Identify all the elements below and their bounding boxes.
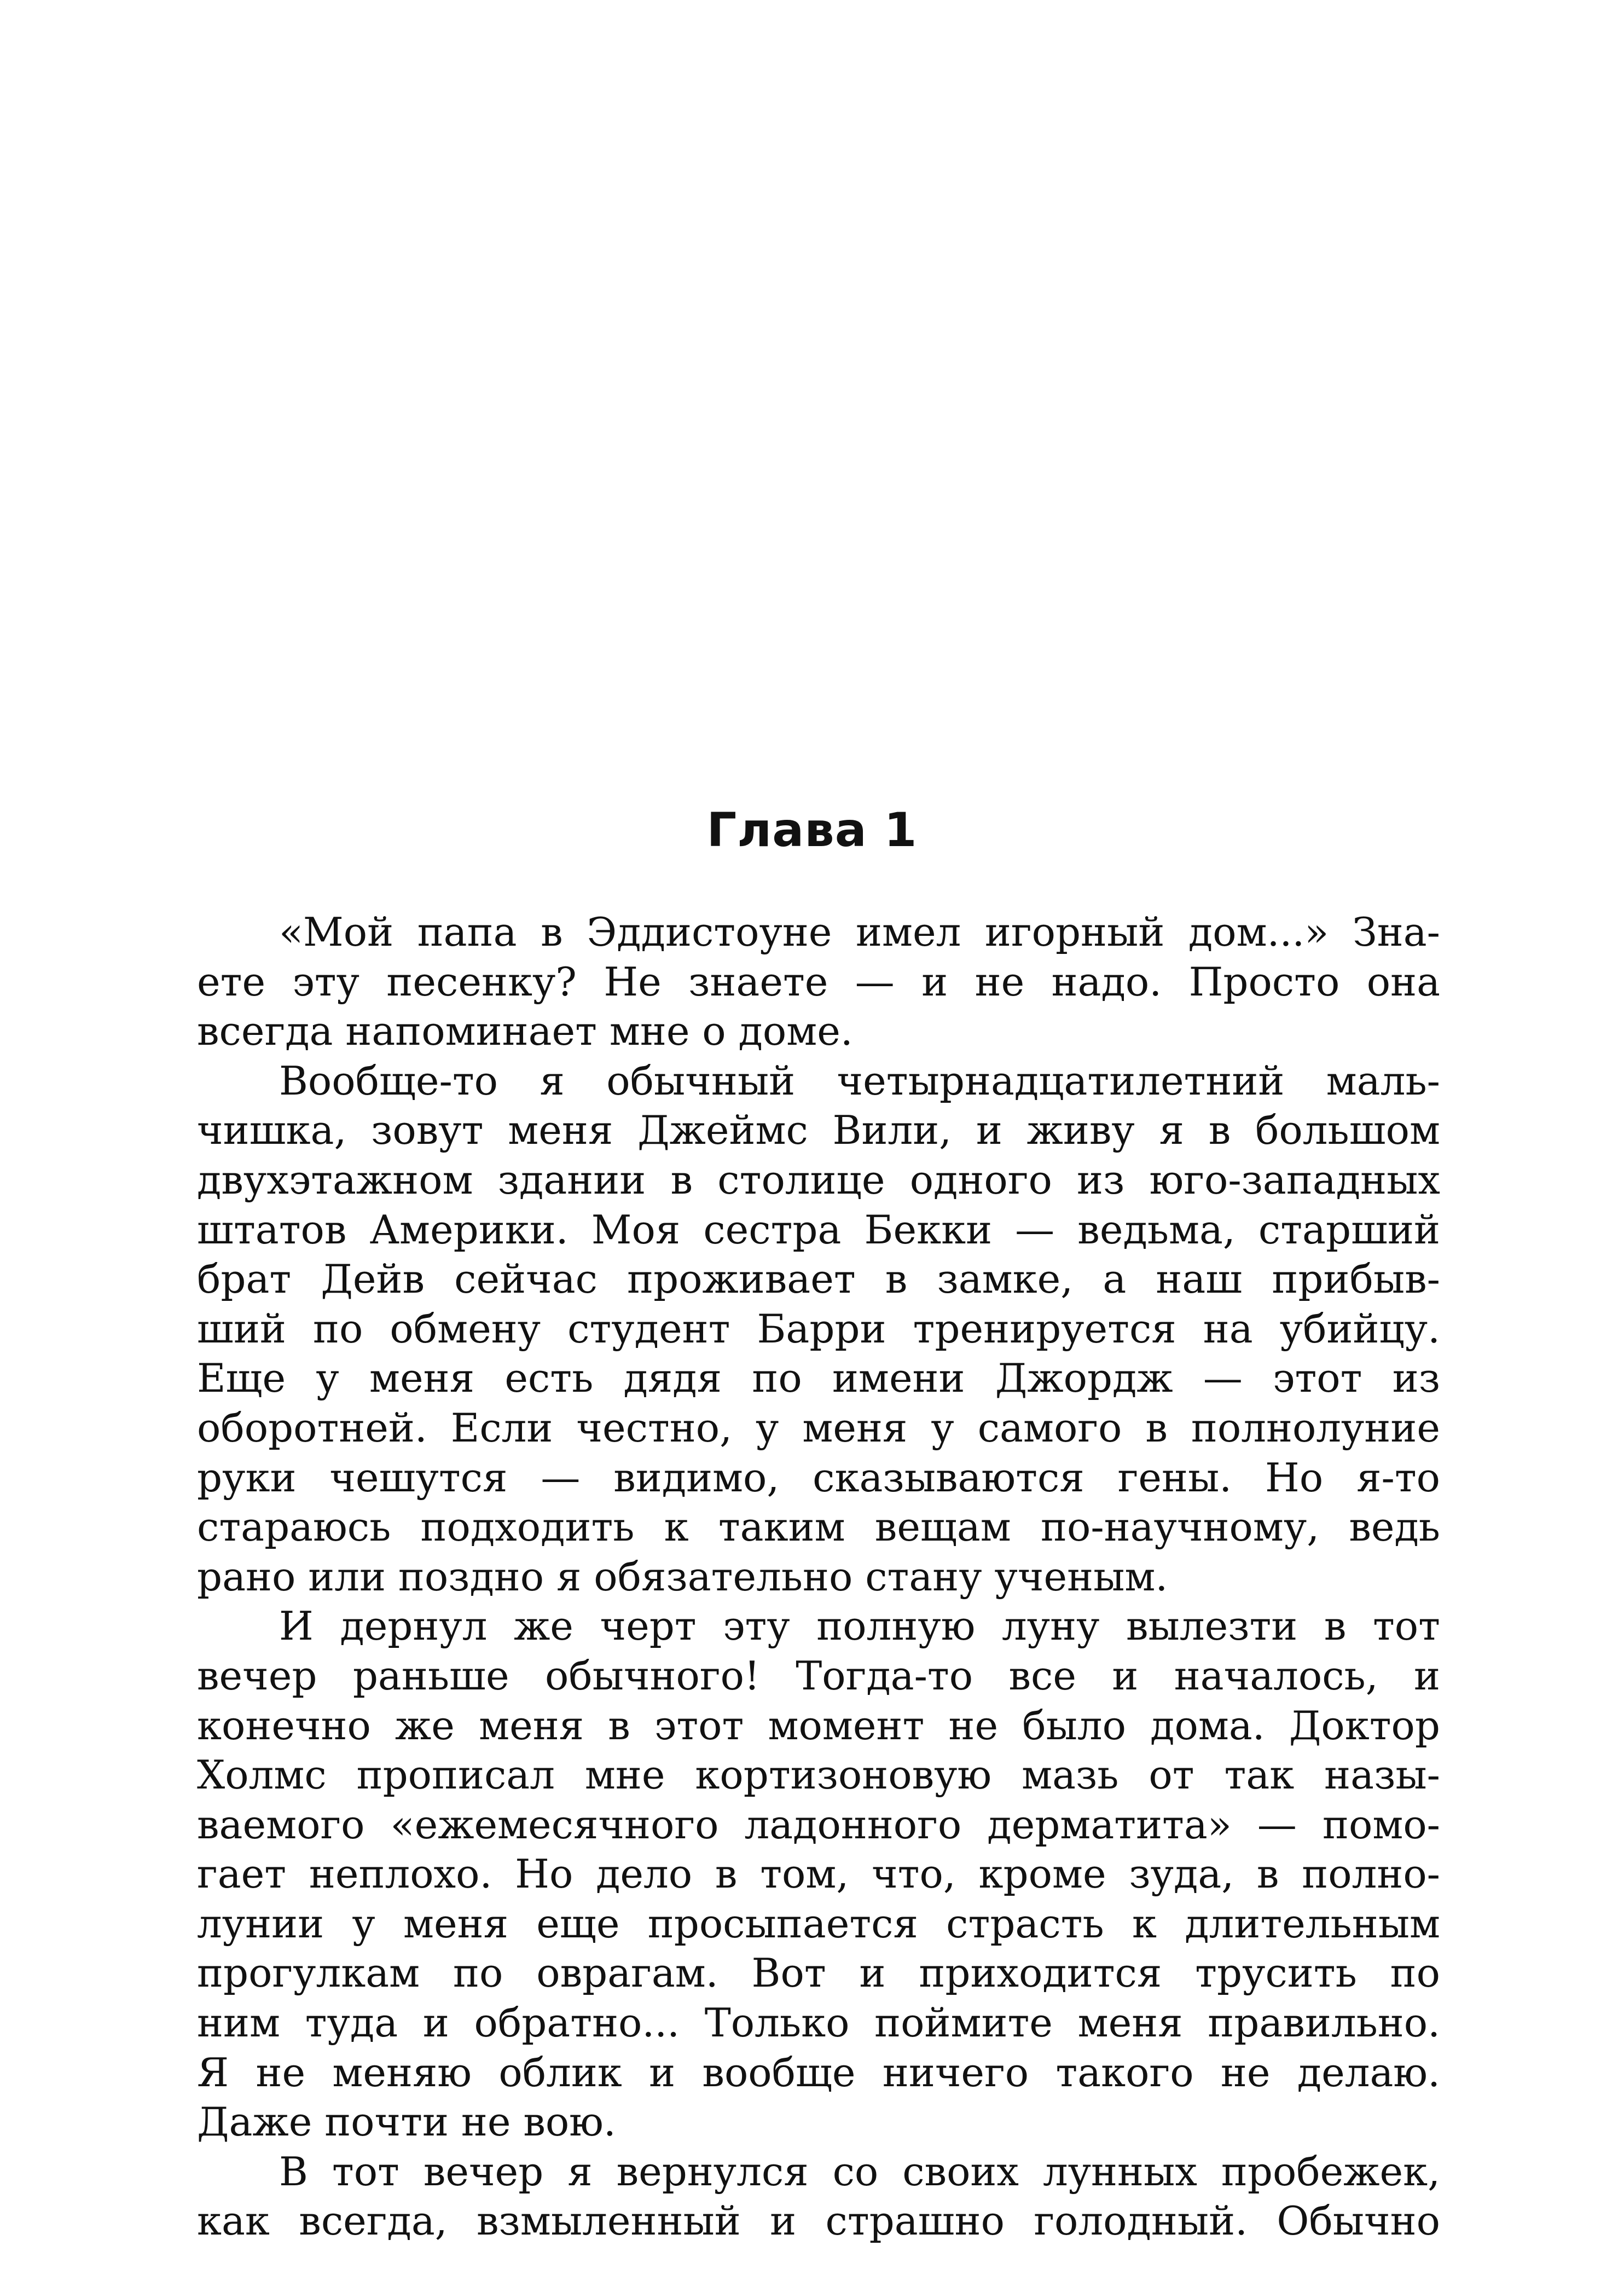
text-line: И дернул же черт эту полную луну вылезти в тот (279, 1603, 1440, 1649)
text-line: вечер раньше обычного! Тогда-то все и началось, и (197, 1652, 1440, 1699)
paragraph (197, 2147, 1440, 2246)
text-line: ший по обмену студент Барри тренируется на убийцу. (197, 1305, 1440, 1352)
text-line: ваемого «ежемесячного ладонного дерматита» — помо- (197, 1801, 1440, 1848)
paragraph (197, 907, 1440, 1056)
text-line: Холмс прописал мне кортизоновую мазь от так назы- (197, 1752, 1440, 1798)
text-line: лунии у меня еще просыпается страсть к длительным (197, 1900, 1440, 1947)
text-line: «Мой папа в Эддистоуне имел игорный дом...» Зна- (279, 909, 1440, 955)
text-line: штатов Америки. Моя сестра Бекки — ведьма, старший (197, 1206, 1440, 1253)
text-line: конечно же меня в этот момент не было дома. Доктор (197, 1702, 1440, 1749)
text-line: ним туда и обратно... Только поймите меня правильно. (197, 2000, 1440, 2046)
text-line: как всегда, взмыленный и страшно голодный. Обычно (197, 2198, 1440, 2244)
text-line: брат Дейв сейчас проживает в замке, а наш прибыв- (197, 1256, 1440, 1303)
text-line: гает неплохо. Но дело в том, что, кроме зуда, в полно- (197, 1851, 1440, 1897)
chapter-body (197, 907, 1440, 2246)
paragraph (197, 1056, 1440, 1602)
text-line: ете эту песенку? Не знаете — и не надо. Просто она (197, 958, 1440, 1005)
text-line: руки чешутся — видимо, сказываются гены. Но я-то (197, 1454, 1440, 1501)
text-line: В тот вечер я вернулся со своих лунных пробежек, (279, 2148, 1440, 2195)
chapter-title: Глава 1 (706, 803, 918, 858)
text-line: чишка, зовут меня Джеймс Вили, и живу я в большом (197, 1107, 1440, 1154)
text-line: оборотней. Если честно, у меня у самого в полнолуние (197, 1404, 1440, 1451)
text-line: рано или поздно я обязательно стану ученым. (197, 1553, 1168, 1600)
text-line: Еще у меня есть дядя по имени Джордж — этот из (197, 1355, 1440, 1402)
text-line: всегда напоминает мне о доме. (197, 1008, 853, 1055)
text-line: Я не меняю облик и вообще ничего такого не делаю. (197, 2049, 1440, 2096)
text-line: прогулкам по оврагам. Вот и приходится трусить по (197, 1950, 1440, 1996)
paragraph (197, 1601, 1440, 2147)
text-line: Даже почти не вою. (197, 2099, 616, 2145)
text-line: Вообще-то я обычный четырнадцатилетний маль- (279, 1057, 1440, 1104)
text-line: двухэтажном здании в столице одного из юго-западных (197, 1156, 1440, 1203)
text-line: стараюсь подходить к таким вещам по-научному, ведь (197, 1504, 1440, 1550)
